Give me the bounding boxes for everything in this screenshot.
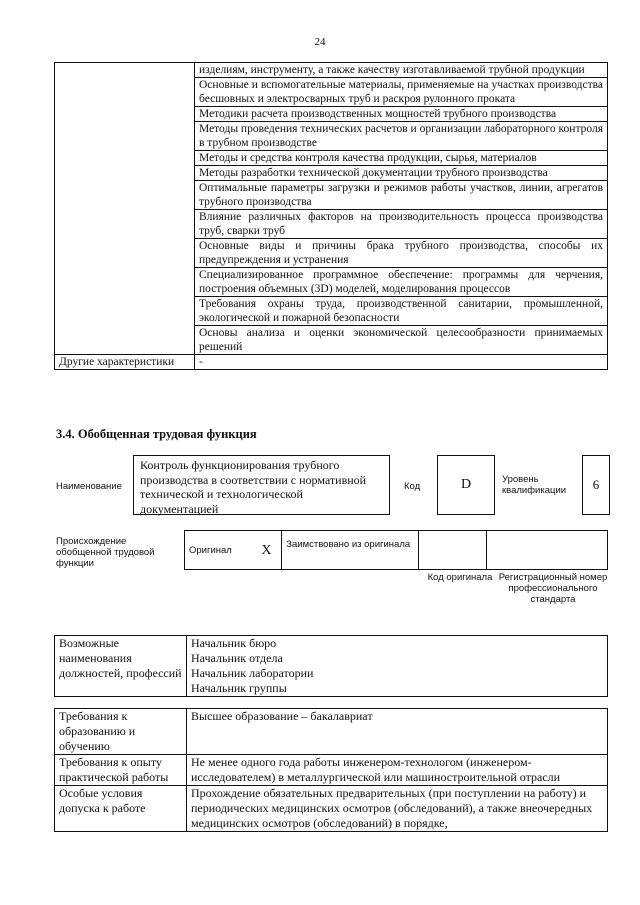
page-number: 24 xyxy=(314,36,326,48)
positions-list xyxy=(187,636,608,697)
level-label: Уровень квалификации xyxy=(502,474,567,496)
knowledge-item: изделиям, инструменту, а также качеству изготавливаемой трубной продукции xyxy=(195,63,608,78)
knowledge-item: Требования охраны труда, производственной санитарии, промышленной, экологической и пожарной безопасности xyxy=(195,297,608,326)
table-row xyxy=(55,636,608,697)
positions-label: Возможные наименования должностей, профессий xyxy=(55,636,187,697)
other-characteristics-value: - xyxy=(195,355,608,370)
list-item: Начальник группы xyxy=(191,681,287,695)
knowledge-item: Основные виды и причины брака трубного производства, способы их предупреждения и устранения xyxy=(195,239,608,268)
knowledge-item: Методы разработки технической документации трубного производства xyxy=(195,166,608,181)
requirement-label: Требования к образованию и обучению xyxy=(55,709,187,755)
list-item: Начальник отдела xyxy=(191,651,283,665)
function-name-box: Контроль функционирования трубного производства в соответствии с нормативной технической и технологической документацией xyxy=(133,455,390,515)
knowledge-item: Оптимальные параметры загрузки и режимов работы участков, линии, агрегатов трубного производства xyxy=(195,181,608,210)
knowledge-item: Основные и вспомогательные материалы, применяемые на участках производства бесшовных и электросварных труб и раскроя рулонного проката xyxy=(195,78,608,107)
qualification-level-box: 6 xyxy=(582,455,610,515)
function-code-box: D xyxy=(437,455,495,515)
code-label: Код xyxy=(404,481,421,492)
table-row xyxy=(55,355,608,370)
registration-number-cell xyxy=(487,531,608,570)
knowledge-item: Методы и средства контроля качества продукции, сырья, материалов xyxy=(195,151,608,166)
code-original-caption: Код оригинала xyxy=(427,572,493,583)
table-row xyxy=(55,63,608,78)
knowledge-item: Методики расчета производственных мощностей трубного производства xyxy=(195,107,608,122)
list-item: Начальник бюро xyxy=(191,636,277,650)
requirement-label: Особые условия допуска к работе xyxy=(55,786,187,832)
requirement-value: Не менее одного года работы инженером-технологом (инженером-исследователем) в металлургической или машиностроительной отрасли xyxy=(187,755,608,786)
registration-number-caption: Регистрационный номер профессионального стандарта xyxy=(498,572,608,605)
borrowed-label: Заимствовано из оригинала xyxy=(282,531,418,570)
origin-label: Происхождение обобщенной трудовой функции xyxy=(56,536,155,569)
origin-table xyxy=(184,530,608,570)
knowledge-item: Методы проведения технических расчетов и организации лабораторного контроля в трубном производстве xyxy=(195,122,608,151)
knowledge-item: Специализированное программное обеспечение: программы для черчения, построения объемных (3D) моделей, моделирования процессов xyxy=(195,268,608,297)
knowledge-item: Основы анализа и оценки экономической целесообразности принимаемых решений xyxy=(195,326,608,355)
requirement-label: Требования к опыту практической работы xyxy=(55,755,187,786)
requirements-table xyxy=(54,708,608,832)
table-row xyxy=(55,755,608,786)
original-mark: X xyxy=(252,531,282,570)
knowledge-table xyxy=(54,62,608,370)
positions-table xyxy=(54,635,608,697)
requirement-value: Прохождение обязательных предварительных (при поступлении на работу) и периодических медицинских осмотров (обследований), а также внеочередных медицинских осмотров (обследований) в порядке, xyxy=(187,786,608,832)
original-label: Оригинал xyxy=(185,531,252,570)
name-label: Наименование xyxy=(56,481,122,492)
table-row xyxy=(55,709,608,755)
section-title: 3.4. Обобщенная трудовая функция xyxy=(56,427,257,441)
code-original-cell xyxy=(418,531,487,570)
knowledge-label-cell xyxy=(55,63,195,355)
table-row xyxy=(185,531,608,570)
list-item: Начальник лаборатории xyxy=(191,666,314,680)
other-characteristics-label: Другие характеристики xyxy=(55,355,195,370)
table-row xyxy=(55,786,608,832)
knowledge-item: Влияние различных факторов на производительность процесса производства труб, сварки труб xyxy=(195,210,608,239)
requirement-value: Высшее образование – бакалавриат xyxy=(187,709,608,755)
